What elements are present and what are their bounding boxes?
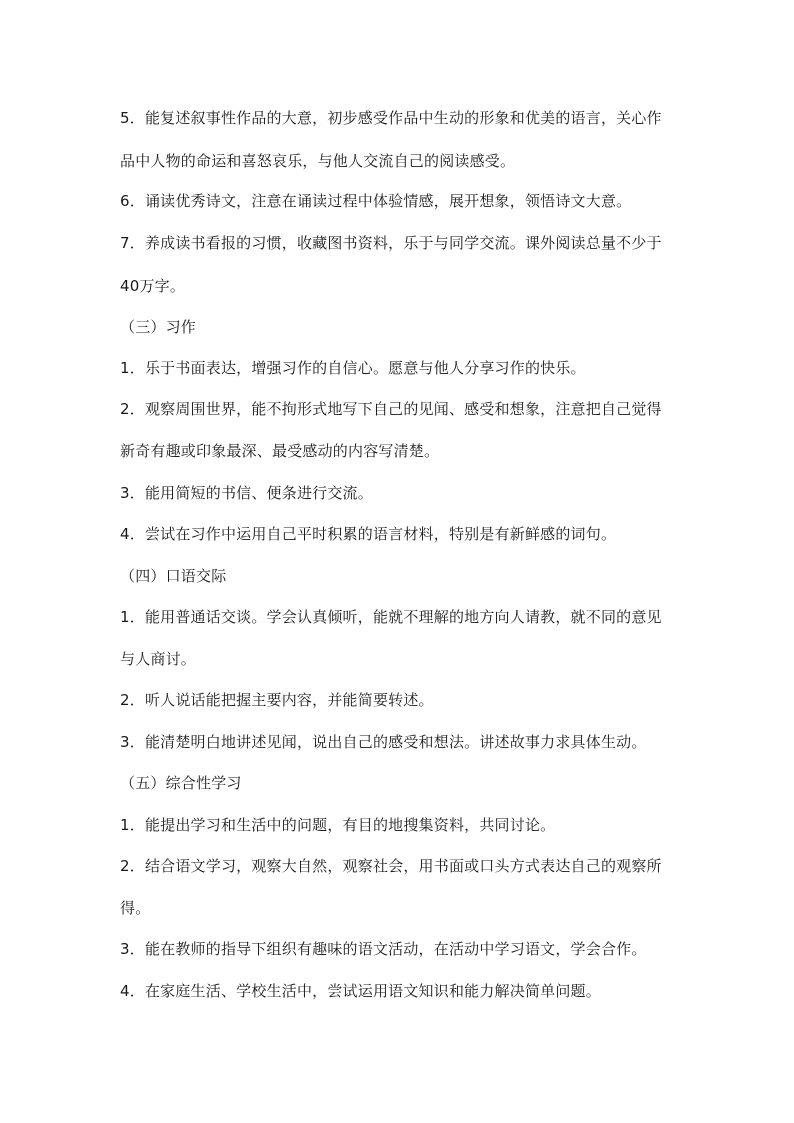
text-line: 2．结合语文学习，观察大自然，观察社会，用书面或口头方式表达自己的观察所 xyxy=(120,857,662,875)
section-heading: （三）习作 xyxy=(120,318,197,336)
text-line: 3．能用简短的书信、便条进行交流。 xyxy=(120,484,373,502)
text-line: 与人商讨。 xyxy=(120,650,197,668)
section-heading: （四）口语交际 xyxy=(120,567,227,585)
text-line: 4．在家庭生活、学校生活中，尝试运用语文知识和能力解决简单问题。 xyxy=(120,982,601,1000)
text-line: 7．养成读书看报的习惯，收藏图书资料，乐于与同学交流。课外阅读总量不少于 xyxy=(120,234,662,252)
text-line: 1．乐于书面表达，增强习作的自信心。愿意与他人分享习作的快乐。 xyxy=(120,359,586,377)
text-line: 6．诵读优秀诗文，注意在诵读过程中体验情感，展开想象，领悟诗文大意。 xyxy=(120,192,632,210)
text-line: 3．能清楚明白地讲述见闻，说出自己的感受和想法。讲述故事力求具体生动。 xyxy=(120,733,647,751)
text-line: 4．尝试在习作中运用自己平时积累的语言材料，特别是有新鲜感的词句。 xyxy=(120,525,617,543)
text-line: 3．能在教师的指导下组织有趣味的语文活动，在活动中学习语文，学会合作。 xyxy=(120,940,647,958)
text-line: 5．能复述叙事性作品的大意，初步感受作品中生动的形象和优美的语言，关心作 xyxy=(120,109,662,127)
text-line: 2．观察周围世界，能不拘形式地写下自己的见闻、感受和想象，注意把自己觉得 xyxy=(120,400,662,418)
text-line: 新奇有趣或印象最深、最受感动的内容写清楚。 xyxy=(120,442,440,460)
text-line: 1．能用普通话交谈。学会认真倾听，能就不理解的地方向人请教，就不同的意见 xyxy=(120,608,662,626)
text-line: 品中人物的命运和喜怒哀乐，与他人交流自己的阅读感受。 xyxy=(120,152,516,170)
text-line: 40万字。 xyxy=(120,277,186,295)
text-line: 2．听人说话能把握主要内容，并能简要转述。 xyxy=(120,691,434,709)
text-line: 得。 xyxy=(120,899,151,917)
text-line: 1．能提出学习和生活中的问题，有目的地搜集资料，共同讨论。 xyxy=(120,816,556,834)
section-heading: （五）综合性学习 xyxy=(120,774,242,792)
